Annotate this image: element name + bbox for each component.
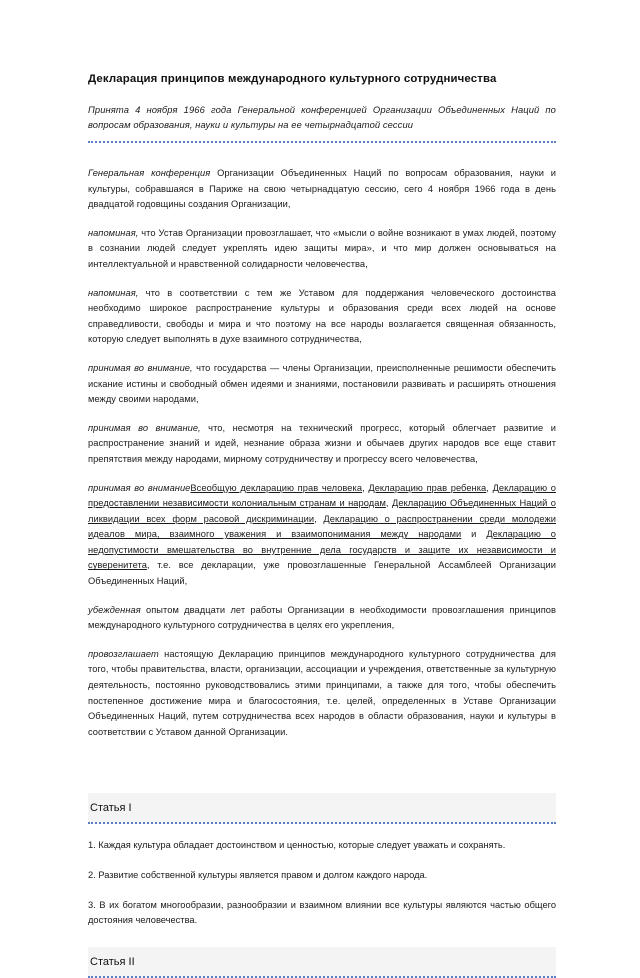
link-declaration-youth-ideals-peace[interactable]: Декларацию о распространении среди молодежи идеалов мира, взаимного уважения и взаимопонимания между народами (88, 513, 556, 540)
separator-6-5: и (461, 529, 487, 540)
link-declaration-independence-colonial-countries[interactable]: Декларацию о предоставлении независимости колониальным странам и народам (88, 482, 556, 509)
separator-6-2: , (486, 482, 493, 493)
link-declaration-non-intervention[interactable]: Декларацию о недопустимости вмешательства во внутренние дела государств и защите их независимости и суверенитета (88, 529, 556, 571)
paragraph-body-7: опытом двадцати лет работы Организации в необходимости провозглашения принципов международного культурного сотрудничества в целях его укрепления, (88, 604, 556, 631)
article-1-item-3: 3. В их богатом многообразии, разнообразии и взаимном влиянии все культуры являются частью общего достояния человечества. (88, 899, 556, 926)
paragraph-body-1: Организации Объединенных Наций по вопросам образования, науки и культуры, собравшаяся в Париже на свою четырнадцатую сессию, сего 4 ноября 1966 года в день двадцатой годовщины создания Организации, (88, 168, 556, 210)
preamble-paragraph-4 (88, 361, 556, 408)
section-spacer (88, 753, 556, 775)
separator-6-4: , (314, 513, 324, 524)
paragraph-lead-1: Генеральная конференция (88, 168, 211, 178)
link-declaration-elimination-racial-discrimination[interactable]: Декларацию Объединенных Наций о ликвидации всех форм расовой дискриминации (88, 498, 556, 524)
article-heading-2: Статья II (88, 947, 556, 978)
link-universal-declaration-human-rights[interactable]: Всеобщую декларацию прав человека (190, 482, 363, 493)
preamble-paragraph-7 (88, 603, 556, 634)
paragraph-lead-4: принимая во внимание, (88, 362, 193, 373)
paragraph-body-5: что, несмотря на технический прогресс, который облегчает развитие и распространение знаний и идей, незнание образа жизни и обычаев других народов все еще ставит препятствия между народами, мирному сотрудничеству и прогрессу всего человечества, (88, 422, 556, 464)
document-subtitle: Принята 4 ноября 1966 года Генеральной конференцией Организации Объединенных Наций по вопросам образования, науки и культуры на ее четырнадцатой сессии (88, 104, 556, 130)
paragraph-lead-8: провозглашает (88, 648, 159, 659)
preamble-paragraph-3 (88, 286, 556, 348)
paragraph-lead-3: напоминая, (88, 287, 139, 298)
paragraph-body-2: что Устав Организации провозглашает, что «мысли о войне возникают в умах людей, поэтому в сознании людей следует укреплять идею защиты мира», и что мир должен основываться на интеллектуальной и нравственной солидарности человечества, (88, 227, 556, 269)
preamble-paragraph-2 (88, 226, 556, 273)
article-heading-1: Статья I (88, 793, 556, 824)
article-1-item-2: 2. Развитие собственной культуры является правом и долгом каждого народа. (88, 870, 428, 880)
preamble-paragraph-6 (88, 481, 556, 590)
paragraph-lead-6: принимая во внимание (88, 482, 191, 493)
paragraph-body-4: что государства — члены Организации, преисполненные решимости обеспечить искание истины и свободный обмен идеями и знаниями, постановили развивать и расширять отношения между своими народами, (88, 362, 556, 405)
preamble-paragraph-8 (88, 647, 556, 741)
paragraph-tail-6: , т.е. все декларации, уже провозглашенные Генеральной Ассамблеей Организации Объединенных Наций, (88, 560, 556, 587)
preamble-paragraph-5 (88, 421, 556, 468)
link-declaration-rights-of-child[interactable]: Декларацию прав ребенка (368, 482, 487, 493)
paragraph-lead-2: напоминая, (88, 227, 139, 238)
paragraph-lead-5: принимая во внимание, (88, 422, 201, 433)
separator-6-1: , (362, 482, 369, 493)
page-title: Декларация принципов международного культурного сотрудничества (88, 73, 497, 85)
preamble-paragraph-1 (88, 166, 556, 213)
document-content (88, 0, 556, 978)
article-1-item-1: 1. Каждая культура обладает достоинством и ценностью, которые следует уважать и сохранять. (88, 840, 506, 851)
paragraph-body-3: что в соответствии с тем же Уставом для поддержания человеческого достоинства необходимо широкое распространение культуры и образования среди всех людей на основе справедливости, свободы и мира и что поэтому на все народы возлагается священная обязанность, которую следует выполнять в духе взаимного сотрудничества, (88, 287, 556, 345)
separator-6-3: , (385, 498, 392, 509)
paragraph-lead-7: убежденная (88, 604, 141, 615)
header-divider (88, 141, 556, 143)
paragraph-body-8: настоящую Декларацию принципов международного культурного сотрудничества для того, чтобы правительства, власти, организации, ассоциации и учреждения, ответственные за культурную деятельность, постоянно руководствовались этими принципами, а также для того, чтобы обеспечить постепенное достижение мира и благосостояния, т.е. целей, определенных в Уставе Организации Объединенных Наций, путем сотрудничества всех народов в области образования, науки и культуры в соответствии с Уставом данной Организации. (88, 648, 556, 737)
